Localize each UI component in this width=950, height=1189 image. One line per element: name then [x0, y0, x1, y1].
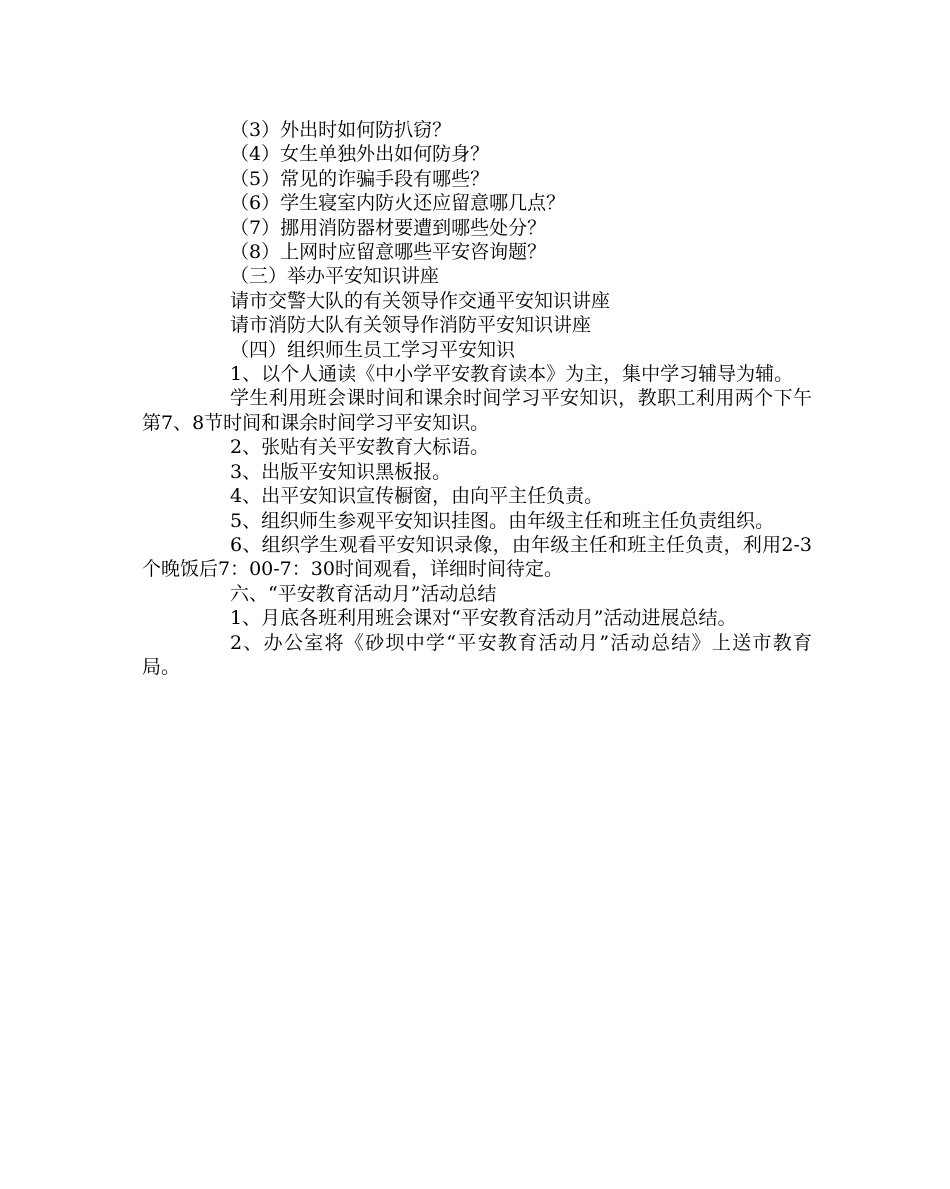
question-5: （5）常见的诈骗手段有哪些？	[230, 167, 490, 190]
document-body	[142, 118, 812, 679]
item-6-video: 6、组织学生观看平安知识录像，由年级主任和班主任负责，利用2-3个晚饭后7：00-7：30时间观看，详细时间待定。	[142, 533, 812, 581]
section-heading-6: 六、“平安教育活动月”活动总结	[230, 582, 497, 605]
item-5-wallcharts: 5、组织师生参观平安知识挂图。由年级主任和班主任负责组织。	[230, 509, 775, 532]
item-3-blackboard: 3、出版平安知识黑板报。	[230, 460, 452, 483]
question-4: （4）女生单独外出如何防身？	[230, 143, 490, 166]
question-3: （3）外出时如何防扒窃？	[230, 119, 452, 141]
question-6: （6）学生寝室内防火还应留意哪几点？	[230, 192, 566, 215]
question-7: （7）挪用消防器材要遭到哪些处分？	[230, 216, 547, 239]
section-heading-4: （四）组织师生员工学习平安知识	[230, 338, 516, 361]
lecture-traffic: 请市交警大队的有关领导作交通平安知识讲座	[230, 289, 611, 312]
item-1-reading: 1、以个人通读《中小学平安教育读本》为主，集中学习辅导为辅。	[230, 363, 794, 386]
question-8: （8）上网时应留意哪些平安咨询题？	[230, 241, 547, 264]
summary-item-2: 2、办公室将《砂坝中学“平安教育活动月”活动总结》上送市教育局。	[142, 631, 812, 678]
lecture-fire: 请市消防大队有关领导作消防平安知识讲座	[230, 314, 592, 337]
summary-item-1: 1、月底各班利用班会课对“平安教育活动月”活动进展总结。	[230, 607, 737, 630]
item-2-slogans: 2、张贴有关平安教育大标语。	[230, 436, 490, 459]
item-4-showcase: 4、出平安知识宣传橱窗，由向平主任负责。	[230, 485, 604, 508]
study-time-paragraph: 学生利用班会课时间和课余时间学习平安知识，教职工利用两个下午第7、8节时间和课余时间学习平安知识。	[142, 387, 812, 434]
section-heading-3: （三）举办平安知识讲座	[230, 265, 440, 288]
